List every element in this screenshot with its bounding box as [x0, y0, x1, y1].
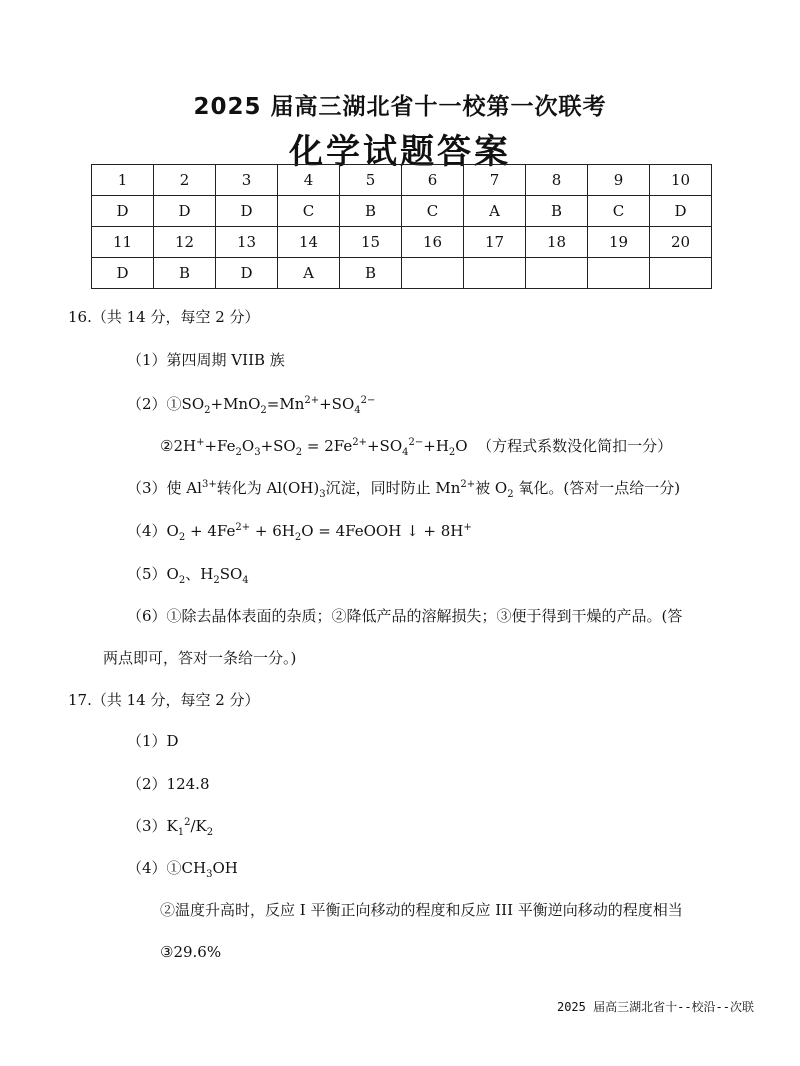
answer-cell: [526, 258, 588, 289]
question-number-cell: 17: [464, 227, 526, 258]
answer-table: [91, 164, 712, 289]
q16-answer-6: （6）①除去晶体表面的杂质；②降低产品的溶解损失；③便于得到干燥的产品。(答: [127, 607, 683, 625]
q16-answer-4-label: （4）: [127, 522, 167, 540]
answer-cell: C: [588, 196, 650, 227]
question-number-row: [92, 165, 712, 196]
text-segment: 、H: [185, 565, 214, 583]
q16-header: 16.（共 14 分，每空 2 分）: [68, 308, 260, 326]
answer-cell: D: [650, 196, 712, 227]
text-segment: OH: [212, 859, 238, 877]
text-segment: 氧化。(答对一点给一分): [518, 479, 681, 497]
q17-answer-2: （2）124.8: [127, 775, 210, 793]
page-footer: 2025 届高三湖北省十--校沿--次联: [556, 1000, 754, 1014]
equation-1: $SO_2+MnO_2=Mn^{2+}+SO_4^{2-}$: [181, 395, 376, 416]
text-segment: 被 O: [475, 479, 508, 497]
question-number-cell: 20: [650, 227, 712, 258]
q17-answer-1: （1）D: [127, 732, 179, 750]
exam-title: 2025 届高三湖北省十一校第一次联考: [193, 94, 607, 120]
question-number-cell: 4: [278, 165, 340, 196]
answer-cell: B: [340, 258, 402, 289]
question-number-cell: 14: [278, 227, 340, 258]
q16-answer-2-label: （2）①: [127, 395, 182, 413]
equation-2: $②2H^++Fe_2O_3+SO_2 = 2Fe^{2+}+SO_4^{2-}+H_2O$: [160, 437, 468, 458]
q17-answer-4-1: $(4)①CH_3OH$: [127, 859, 238, 880]
text-segment: （5）O: [127, 565, 179, 583]
question-number-cell: 5: [340, 165, 402, 196]
q17-answer-3: $(3)K_1^2/K_2$: [127, 817, 214, 838]
answer-cell: [650, 258, 712, 289]
question-number-cell: 15: [340, 227, 402, 258]
question-number-cell: 16: [402, 227, 464, 258]
text-segment: SO: [219, 565, 243, 583]
question-number-cell: 6: [402, 165, 464, 196]
q16-answer-3: （3）使 $Al^{3+}$转化为 $Al(OH)_3$沉淀，同时防止 $Mn^{2+}$被 $O_2$ 氧化。(答对一点给一分): [127, 479, 681, 500]
answer-cell: C: [402, 196, 464, 227]
answer-row: [92, 258, 712, 289]
question-number-cell: 11: [92, 227, 154, 258]
q16-answer-6-cont: 两点即可，答对一条给一分。): [103, 649, 297, 667]
answer-cell: B: [154, 258, 216, 289]
question-number-cell: 1: [92, 165, 154, 196]
answer-cell: B: [340, 196, 402, 227]
page-title: 化学试题答案: [289, 132, 511, 172]
question-number-cell: 12: [154, 227, 216, 258]
question-number-cell: 18: [526, 227, 588, 258]
question-number-cell: 9: [588, 165, 650, 196]
answer-cell: [464, 258, 526, 289]
answer-cell: D: [216, 258, 278, 289]
answer-cell: D: [154, 196, 216, 227]
answer-cell: D: [92, 196, 154, 227]
question-number-cell: 3: [216, 165, 278, 196]
text-segment: （3）使 Al: [127, 479, 202, 497]
text-segment: （3）K: [127, 817, 178, 835]
q16-answer-1: （1）第四周期 VIIB 族: [127, 351, 285, 369]
q16-answer-2-1: [127, 394, 375, 414]
equation-3: $O_2 + 4Fe^{2+} + 6H_2O$ = 4FeOOH ↓ + 8H+: [166, 522, 472, 543]
q16-answer-2-note: （方程式系数没化简扣一分）: [477, 437, 673, 455]
question-number-cell: 13: [216, 227, 278, 258]
question-number-cell: 8: [526, 165, 588, 196]
answer-row: [92, 196, 712, 227]
q17-answer-4-3: ③29.6%: [160, 943, 222, 961]
answer-cell: A: [278, 258, 340, 289]
q16-answer-2-2: [160, 436, 672, 456]
q16-answer-4: [127, 521, 472, 541]
question-number-cell: 10: [650, 165, 712, 196]
answer-cell: [588, 258, 650, 289]
text-segment: 沉淀，同时防止 Mn: [325, 479, 461, 497]
answer-cell: D: [216, 196, 278, 227]
answer-cell: A: [464, 196, 526, 227]
answer-cell: [402, 258, 464, 289]
q17-header: 17.（共 14 分，每空 2 分）: [68, 691, 260, 709]
question-number-row: [92, 227, 712, 258]
q16-answer-5: $(5)O_2$、$H_2SO_4$: [127, 565, 249, 586]
answer-cell: B: [526, 196, 588, 227]
text-segment: （4）①CH: [127, 859, 207, 877]
q17-answer-4-2: ②温度升高时，反应 I 平衡正向移动的程度和反应 III 平衡逆向移动的程度相当: [160, 901, 683, 919]
answer-cell: C: [278, 196, 340, 227]
text-segment: /K: [190, 817, 207, 835]
question-number-cell: 7: [464, 165, 526, 196]
text-segment: 转化为 Al(OH): [216, 479, 320, 497]
answer-cell: D: [92, 258, 154, 289]
question-number-cell: 2: [154, 165, 216, 196]
question-number-cell: 19: [588, 227, 650, 258]
